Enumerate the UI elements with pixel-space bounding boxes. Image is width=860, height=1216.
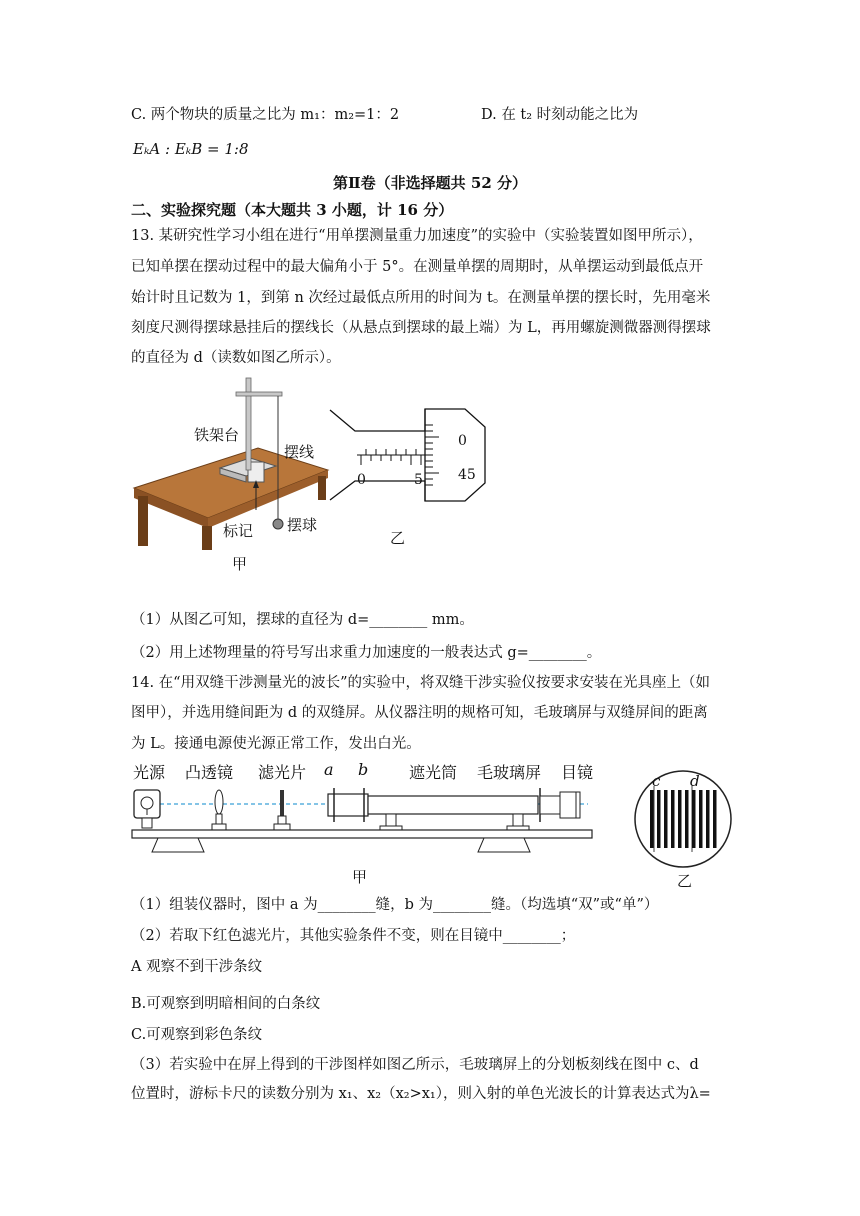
label-figure-yi-13: 乙 xyxy=(390,529,406,547)
volume-title: 第Ⅱ卷（非选择题共 52 分） xyxy=(333,174,527,192)
option-c: C. 两个物块的质量之比为 m₁：m₂=1：2 xyxy=(131,107,400,123)
label-stand: 铁架台 xyxy=(194,426,240,444)
micrometer-thimble-45: 45 xyxy=(458,467,476,483)
q14-option-b: B.可观察到明暗相间的白条纹 xyxy=(131,996,321,1012)
label-d: d xyxy=(690,772,700,790)
part-title: 二、实验探究题（本大题共 3 小题，计 16 分） xyxy=(131,201,454,219)
label-a: a xyxy=(324,760,334,779)
label-b: b xyxy=(358,760,369,779)
q13-sub2: （2）用上述物理量的符号写出求重力加速度的一般表达式 g=________。 xyxy=(131,645,602,661)
q14-line-3: 为 L。接通电源使光源正常工作，发出白光。 xyxy=(131,736,421,752)
label-string: 摆线 xyxy=(284,443,315,461)
label-screen: 毛玻璃屏 xyxy=(477,763,542,782)
interference-pattern-figure xyxy=(632,768,734,870)
option-d: D. 在 t₂ 时刻动能之比为 xyxy=(481,107,639,123)
pendulum-figure xyxy=(128,370,338,575)
q14-line-2: 图甲），并选用缝间距为 d 的双缝屏。从仪器注明的规格可知，毛玻璃屏与双缝屏间的距离 xyxy=(131,705,708,721)
label-mark: 标记 xyxy=(223,522,254,540)
q13-line-1: 13. 某研究性学习小组在进行“用单摆测量重力加速度”的实验中（实验装置如图甲所示）， xyxy=(131,228,703,244)
micrometer-figure xyxy=(325,405,490,505)
label-ball: 摆球 xyxy=(287,516,318,534)
label-source: 光源 xyxy=(133,763,166,782)
label-filter: 滤光片 xyxy=(258,763,307,782)
label-figure-yi-14: 乙 xyxy=(677,872,693,890)
q14-option-c: C.可观察到彩色条纹 xyxy=(131,1027,263,1043)
q13-line-4: 刻度尺测得摆球悬挂后的摆线长（从悬点到摆球的最上端）为 L，再用螺旋测微器测得摆球 xyxy=(131,320,711,336)
label-tube: 遮光筒 xyxy=(409,763,458,782)
micrometer-thimble-0: 0 xyxy=(458,433,467,449)
q13-sub1: （1）从图乙可知，摆球的直径为 d=________ mm。 xyxy=(131,612,474,628)
micrometer-sleeve-0: 0 xyxy=(357,472,366,488)
q14-option-a: A 观察不到干涉条纹 xyxy=(131,959,263,975)
label-lens: 凸透镜 xyxy=(185,763,234,782)
q13-line-2: 已知单摆在摆动过程中的最大偏角小于 5°。在测量单摆的周期时，从单摆运动到最低点开 xyxy=(131,259,704,275)
micrometer-sleeve-5: 5 xyxy=(414,472,423,488)
label-c: c xyxy=(652,772,661,790)
q14-line-1: 14. 在“用双缝干涉测量光的波长”的实验中，将双缝干涉实验仪按要求安装在光具座上（如 xyxy=(131,675,710,691)
label-figure-jia-14: 甲 xyxy=(352,868,368,886)
q14-sub1: （1）组装仪器时，图中 a 为________缝，b 为________缝。（均选填“双”或“单”） xyxy=(131,897,659,913)
label-figure-jia-13: 甲 xyxy=(232,555,248,573)
q14-sub3-line-2: 位置时，游标卡尺的读数分别为 x₁、x₂（x₂>x₁），则入射的单色光波长的计算表达式为λ= xyxy=(131,1086,711,1102)
q14-sub2: （2）若取下红色滤光片，其他实验条件不变，则在目镜中________； xyxy=(131,928,576,944)
q14-sub3-line-1: （3）若实验中在屏上得到的干涉图样如图乙所示，毛玻璃屏上的分划板刻线在图中 c、d xyxy=(131,1057,699,1073)
optical-bench-figure xyxy=(128,782,603,862)
q13-line-5: 的直径为 d（读数如图乙所示）。 xyxy=(131,350,341,366)
label-eyepiece: 目镜 xyxy=(561,763,594,782)
q13-line-3: 始计时且记数为 1，到第 n 次经过最低点所用的时间为 t。在测量单摆的摆长时，先用毫米 xyxy=(131,290,711,306)
option-d-formula: EₖA : EₖB = 1:8 xyxy=(133,140,249,158)
